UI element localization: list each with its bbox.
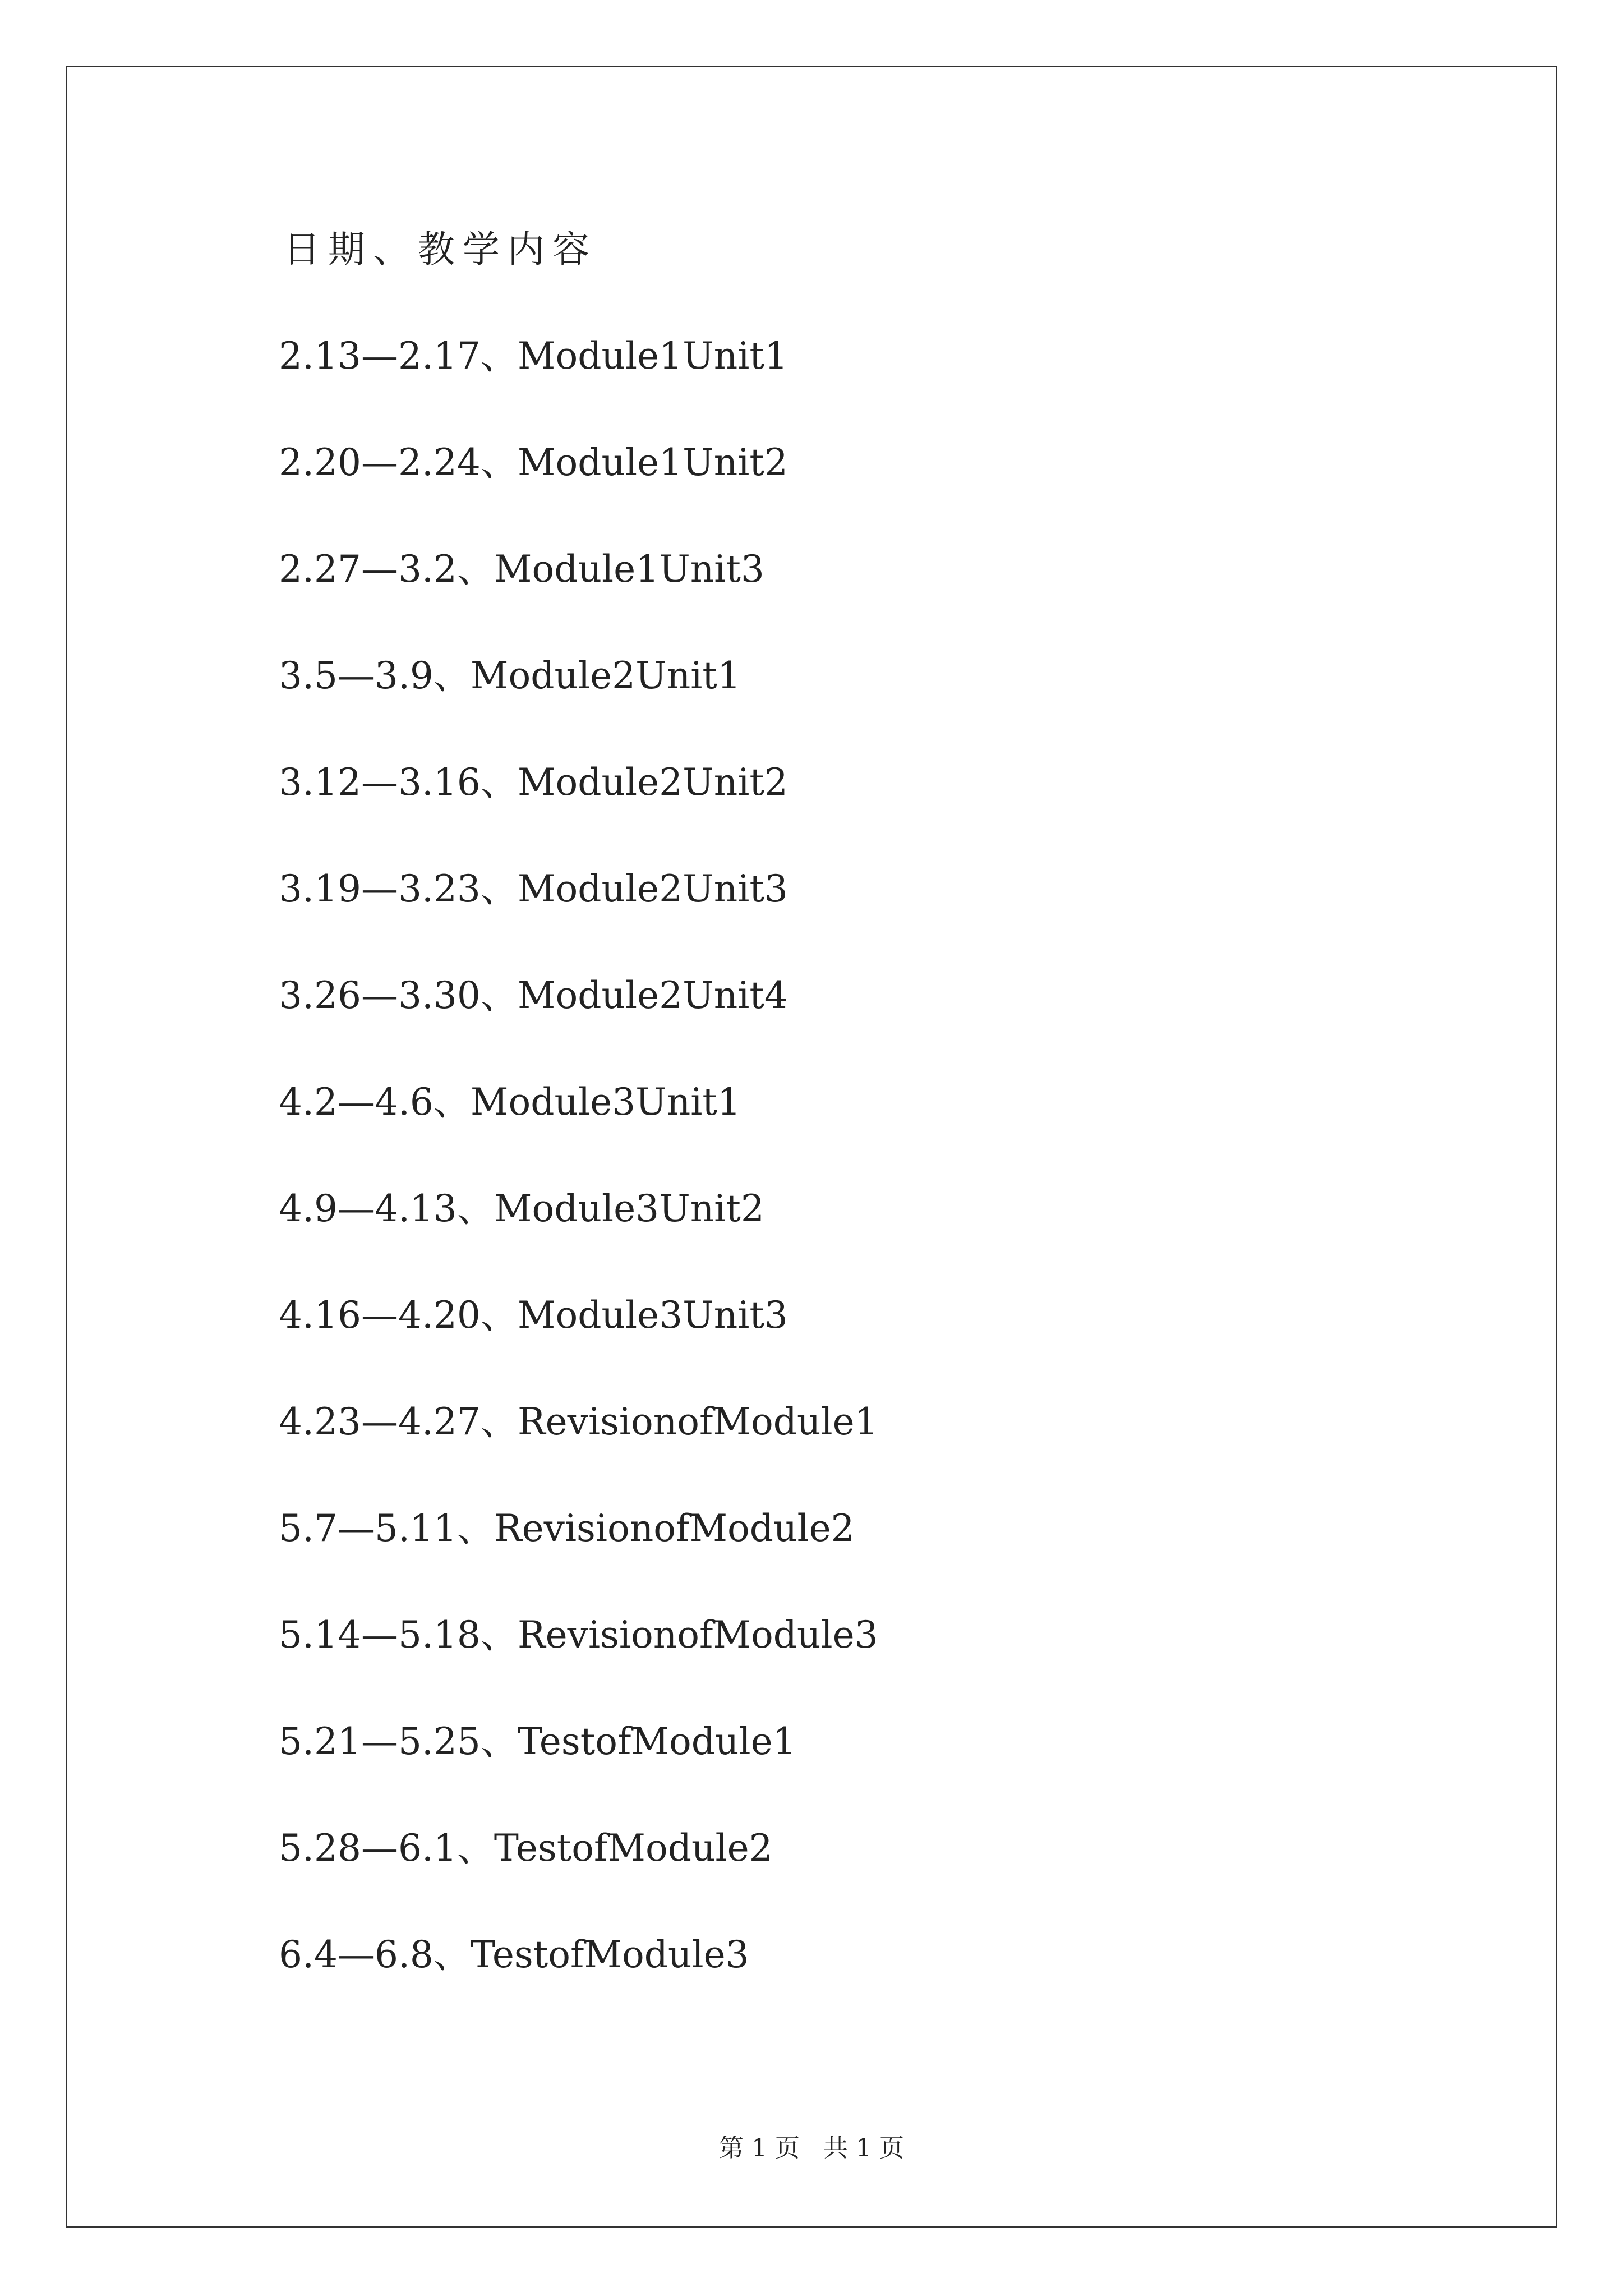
schedule-row: 3.12—3.16、Module2Unit2 [279,761,788,804]
schedule-row: 2.20—2.24、Module1Unit2 [279,441,788,484]
schedule-row: 4.9—4.13、Module3Unit2 [279,1187,764,1230]
schedule-heading: 日期、教学内容 [283,228,597,271]
schedule-list [279,323,878,2028]
schedule-row: 2.27—3.2、Module1Unit3 [279,547,764,591]
page-footer: 第 1 页 共 1 页 [719,2134,904,2162]
schedule-row: 4.2—4.6、Module3Unit1 [279,1080,741,1124]
schedule-row: 3.19—3.23、Module2Unit3 [279,867,788,910]
schedule-row: 5.21—5.25、TestofModule1 [279,1720,796,1763]
schedule-row: 3.26—3.30、Module2Unit4 [279,974,788,1017]
schedule-row: 4.16—4.20、Module3Unit3 [279,1294,788,1337]
schedule-row: 5.28—6.1、TestofModule2 [279,1826,773,1870]
schedule-row: 4.23—4.27、RevisionofModule1 [279,1400,878,1443]
schedule-row: 3.5—3.9、Module2Unit1 [279,654,741,697]
schedule-row: 5.7—5.11、RevisionofModule2 [279,1507,855,1550]
schedule-row: 5.14—5.18、RevisionofModule3 [279,1613,878,1657]
schedule-row: 2.13—2.17、Module1Unit1 [279,334,788,378]
schedule-row: 6.4—6.8、TestofModule3 [279,1933,749,1976]
